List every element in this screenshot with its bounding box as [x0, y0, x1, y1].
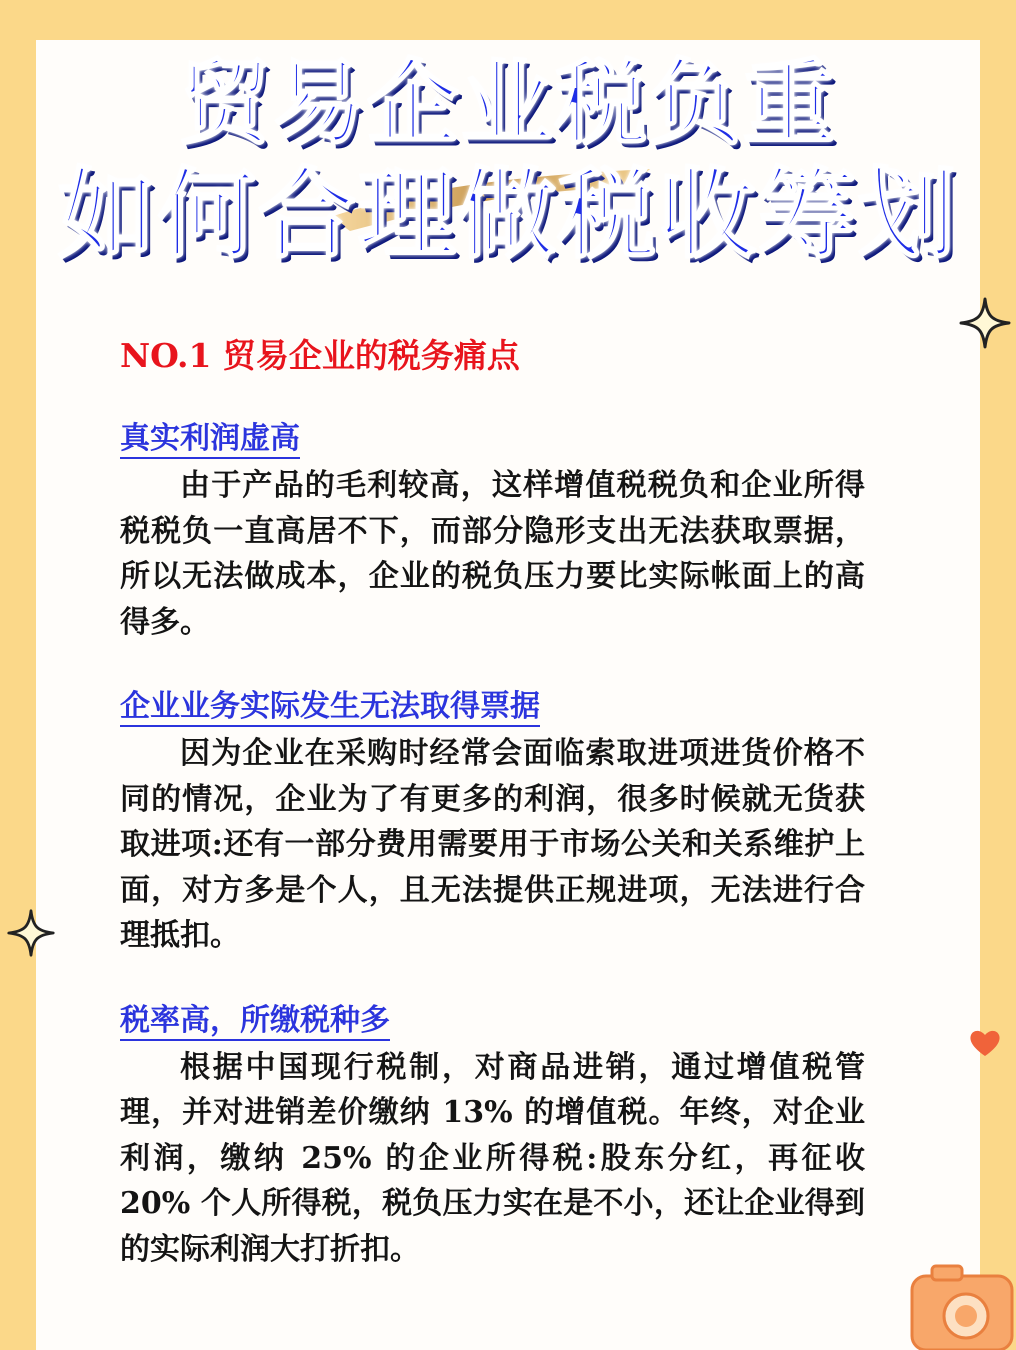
heart-icon [968, 1028, 1002, 1058]
camera-icon [906, 1262, 1016, 1350]
page-title-line-2: 如何合理做税收筹划 [57, 158, 958, 272]
section-item [120, 1003, 865, 1273]
section-body: 因为企业在采购时经常会面临索取进项进货价格不同的情况，企业为了有更多的利润，很多时候就无货获取进项:还有一部分费用需要用于市场公关和关系维护上面，对方多是个人，且无法提供正规进项，无法进行合理抵扣。 [120, 736, 865, 953]
section-item [120, 421, 865, 645]
sparkle-icon [958, 296, 1012, 350]
section-title: 真实利润虚高 [120, 421, 300, 459]
section-heading: NO.1 贸易企业的税务痛点 [120, 336, 520, 375]
title-block [0, 40, 1016, 272]
section-title: 企业业务实际发生无法取得票据 [120, 689, 540, 727]
article-content [120, 335, 865, 1316]
section-body: 由于产品的毛利较高，这样增值税税负和企业所得税税负一直高居不下，而部分隐形支出无法获取票据，所以无法做成本，企业的税负压力要比实际帐面上的高得多。 [120, 468, 865, 640]
section-item [120, 689, 865, 959]
section-title: 税率高，所缴税种多 [120, 1003, 390, 1041]
sparkle-icon [6, 908, 56, 958]
page-title-line-1: 贸易企业税负重 [178, 50, 837, 157]
section-body: 根据中国现行税制，对商品进销，通过增值税管理，并对进销差价缴纳 13% 的增值税。年终，对企业利润，缴纳 25% 的企业所得税:股东分红，再征收 20% 个人所得税，税负压力实在是不小，还让企业得到的实际利润大打折扣。 [120, 1049, 865, 1267]
